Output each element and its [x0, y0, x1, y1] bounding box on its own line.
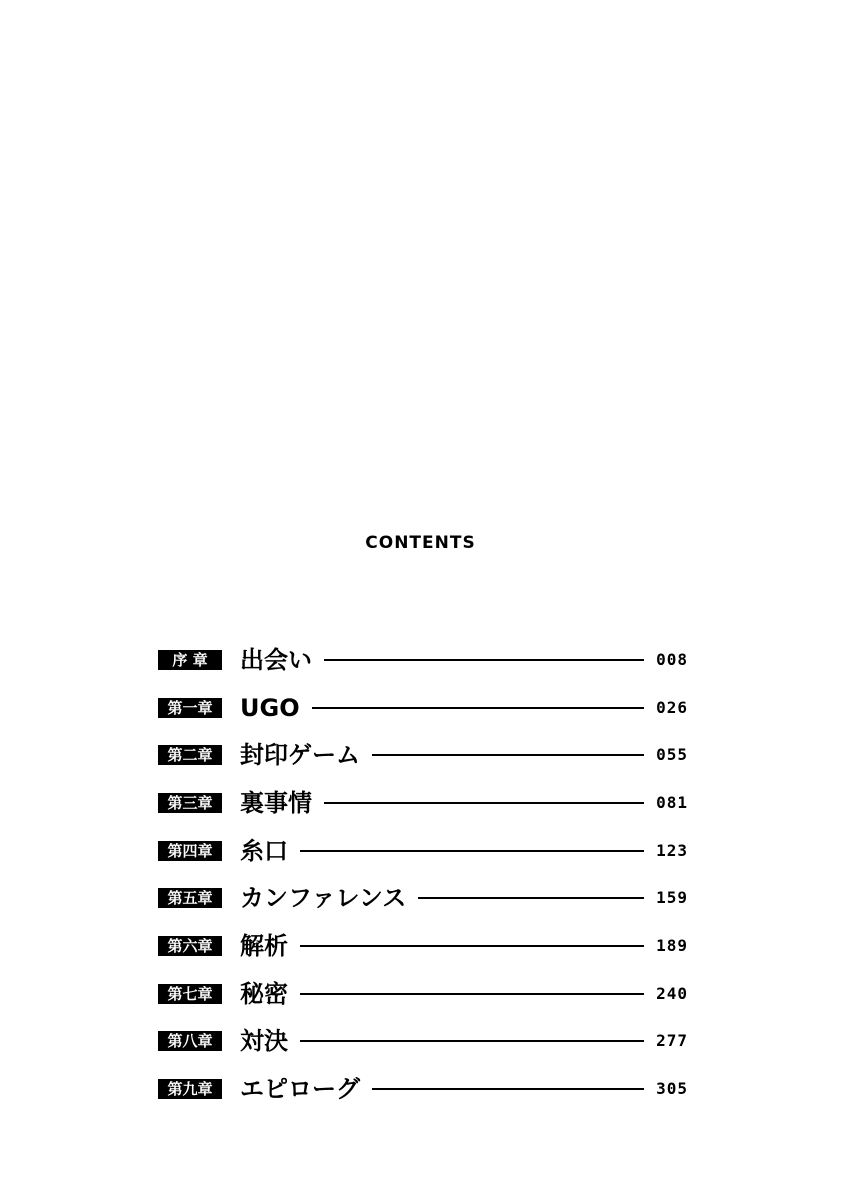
page-number: 081	[656, 792, 688, 812]
leader-line	[372, 1088, 644, 1090]
chapter-label: 第四章	[158, 841, 222, 861]
toc-entry-chapter-4[interactable]	[158, 827, 688, 875]
page-number: 189	[656, 935, 688, 955]
leader-line	[324, 802, 644, 804]
chapter-label: 第三章	[158, 793, 222, 813]
toc-entry-chapter-1[interactable]	[158, 684, 688, 732]
page-number: 026	[656, 697, 688, 717]
toc-entry-chapter-6[interactable]	[158, 922, 688, 970]
chapter-title: 封印ゲーム	[240, 741, 360, 770]
leader-line	[324, 659, 644, 661]
toc-entry-chapter-3[interactable]	[158, 779, 688, 827]
page-number: 008	[656, 649, 688, 669]
page-number: 240	[656, 983, 688, 1003]
chapter-title: カンファレンス	[240, 884, 407, 913]
leader-line	[418, 897, 644, 899]
chapter-label: 第二章	[158, 745, 222, 765]
toc-entry-chapter-2[interactable]	[158, 731, 688, 779]
chapter-title: 対決	[240, 1027, 288, 1056]
chapter-label: 第八章	[158, 1031, 222, 1051]
chapter-label: 第七章	[158, 984, 222, 1004]
toc-entry-chapter-5[interactable]	[158, 874, 688, 922]
toc-entry-prologue[interactable]	[158, 636, 688, 684]
toc-entry-chapter-9[interactable]	[158, 1065, 688, 1113]
leader-line	[372, 754, 644, 756]
chapter-title: 出会い	[240, 645, 312, 674]
chapter-label: 第五章	[158, 888, 222, 908]
page-number: 123	[656, 840, 688, 860]
chapter-title: 秘密	[240, 979, 288, 1008]
chapter-title: 解析	[240, 931, 288, 960]
page-number: 159	[656, 888, 688, 908]
chapter-title: 裏事情	[240, 788, 312, 817]
leader-line	[300, 945, 644, 947]
chapter-title: UGO	[240, 693, 300, 722]
chapter-label: 第一章	[158, 698, 222, 718]
leader-line	[300, 850, 644, 852]
chapter-label: 序 章	[158, 650, 222, 670]
page-number: 305	[656, 1079, 688, 1099]
chapter-label: 第九章	[158, 1079, 222, 1099]
page-number: 055	[656, 745, 688, 765]
leader-line	[300, 1040, 644, 1042]
chapter-title: 糸口	[240, 836, 288, 865]
chapter-title: エピローグ	[240, 1075, 360, 1104]
leader-line	[312, 707, 645, 709]
toc-entry-chapter-8[interactable]	[158, 1018, 688, 1066]
leader-line	[300, 993, 644, 995]
chapter-label: 第六章	[158, 936, 222, 956]
table-of-contents	[158, 636, 688, 1113]
toc-entry-chapter-7[interactable]	[158, 970, 688, 1018]
page-number: 277	[656, 1031, 688, 1051]
contents-heading: CONTENTS	[365, 533, 476, 553]
